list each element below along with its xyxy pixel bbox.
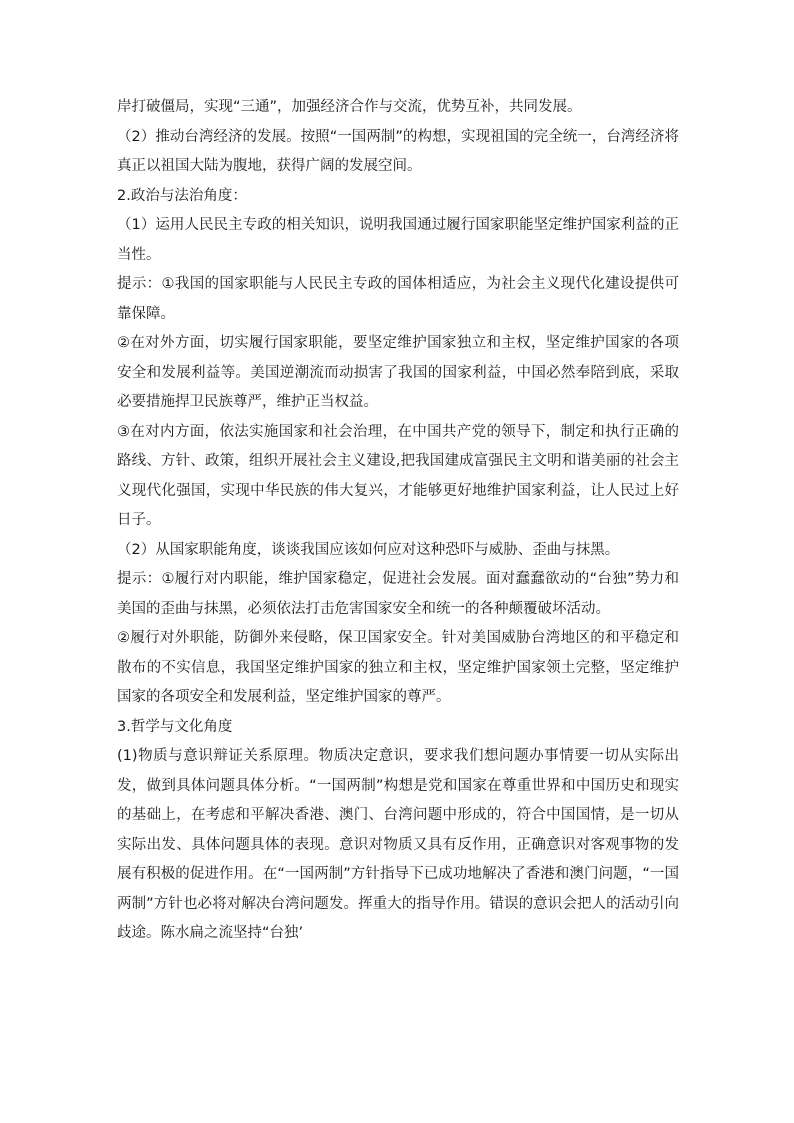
paragraph-philosophy-1: (1)物质与意识辩证关系原理。物质决定意识，要求我们想问题办事情要一切从实际出发，做到具体问题具体分析。“一国两制”构想是党和国家在尊重世界和中国历史和现实的基础上，在考虑和平解决香港、澳门、台湾问题中形成的，符合中国国情，是一切从实际出发、具体问题具体的表现。意识对物质又具有反作用，正确意识对客观事物的发展有积极的促进作用。在“一国两制”方针指导下已成功地解决了香港和澳门问题，“一国两制”方针也必将对解决台湾问题发。挥重大的指导作用。错误的意识会把人的活动引向歧途。陈水扁之流坚持“台独’ — [117, 748, 679, 941]
paragraph-econ-point-2: （2）推动台湾经济的发展。按照“一国两制”的构想，实现祖国的完全统一，台湾经济将真正以祖国大陆为腹地，获得广阔的发展空间。 — [117, 128, 679, 174]
paragraph-econ-continuation: 岸打破僵局，实现“三通”，加强经济合作与交流，优势互补，共同发展。 — [117, 99, 582, 115]
section-heading-philosophy: 3.哲学与文化角度 — [117, 718, 233, 735]
hint-politics-1-a: 提示：①我国的国家职能与人民民主专政的国体相适应，为社会主义现代化建设提供可靠保障。 — [117, 276, 679, 322]
hint-politics-1-b: ②在对外方面，切实履行国家职能，要坚定维护国家独立和主权，坚定维护国家的各项安全和发展利益等。美国逆潮流而动损害了我国的国家利益，中国必然奉陪到底，采取必要措施捍卫民族尊严，维护正当权益。 — [117, 335, 679, 410]
question-politics-1: （1）运用人民民主专政的相关知识，说明我国通过履行国家职能坚定维护国家利益的正当性。 — [117, 217, 679, 263]
document-body — [117, 93, 679, 949]
hint-politics-1-c: ③在对内方面，依法实施国家和社会治理，在中国共产党的领导下，制定和执行正确的路线、方针、政策，组织开展社会主义建设,把我国建成富强民主文明和谐美丽的社会主义现代化强国，实现中华民族的伟大复兴，才能够更好地维护国家利益，让人民过上好日子。 — [117, 423, 679, 528]
section-heading-politics: 2.政治与法治角度： — [117, 187, 247, 204]
hint-politics-2-a: 提示：①履行对内职能，维护国家稳定，促进社会发展。面对蠢蠢欲动的“台独”势力和美国的歪曲与抹黑，必须依法打击危害国家安全和统一的各种颠覆破坏活动。 — [117, 571, 679, 617]
hint-politics-2-b: ②履行对外职能，防御外来侵略，保卫国家安全。针对美国威胁台湾地区的和平稳定和散布的不实信息，我国坚定维护国家的独立和主权，坚定维护国家领土完整，坚定维护国家的各项安全和发展利益，坚定维护国家的尊严。 — [117, 630, 679, 705]
question-politics-2: （2）从国家职能角度，谈谈我国应该如何应对这种恐吓与威胁、歪曲与抹黑。 — [117, 541, 620, 558]
